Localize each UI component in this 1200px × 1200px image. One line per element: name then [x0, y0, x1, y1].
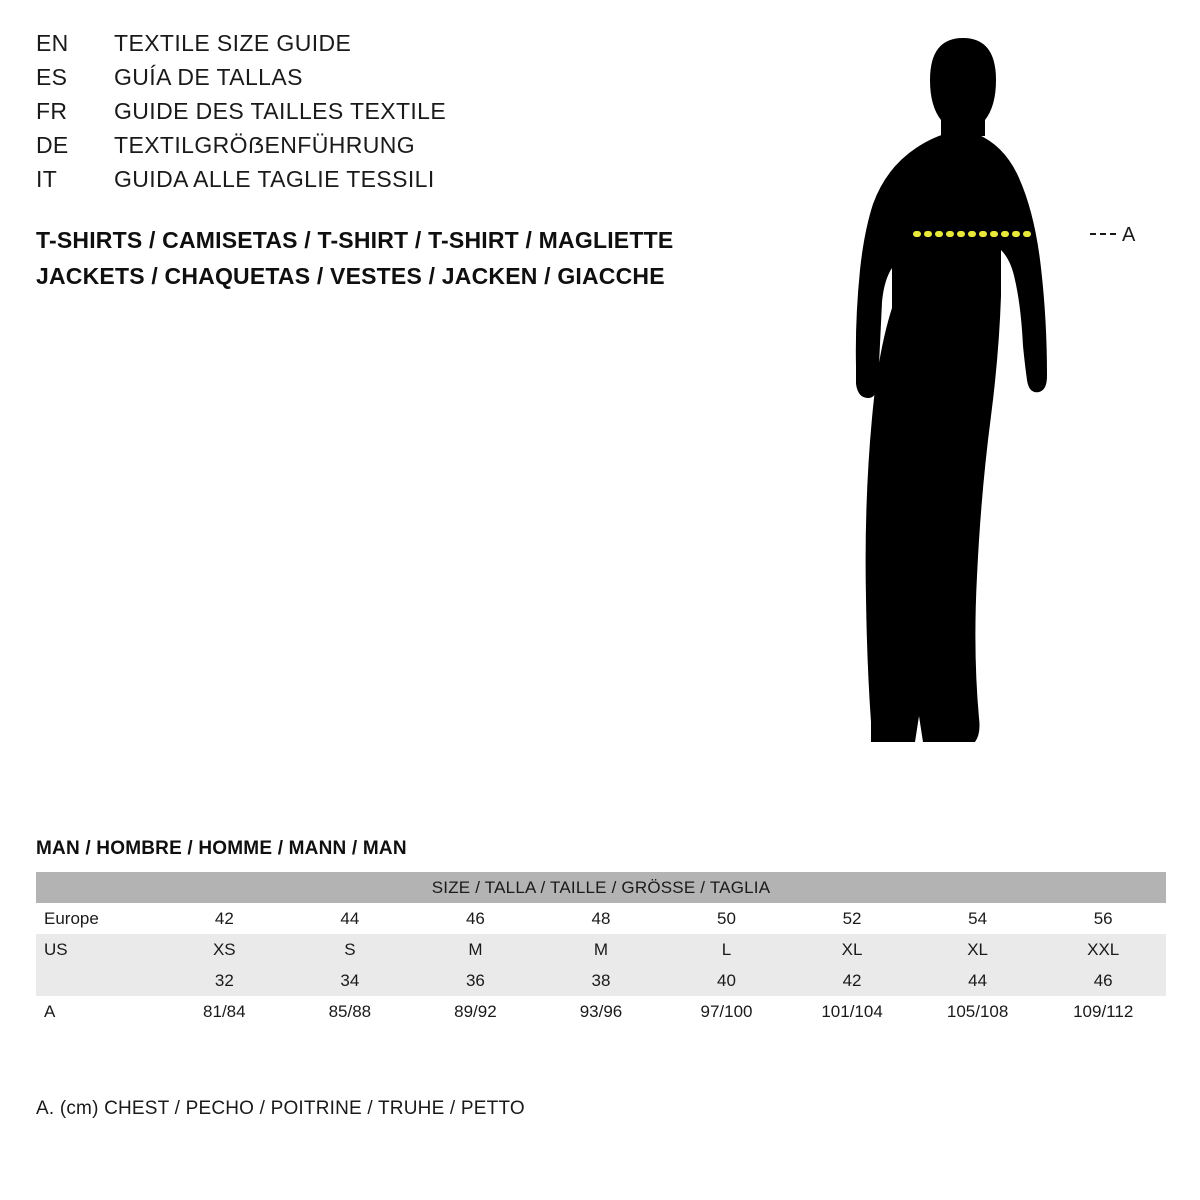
table-cell: 54 — [915, 903, 1041, 934]
table-cell: 38 — [538, 965, 664, 996]
measure-leader-line — [1090, 233, 1116, 235]
table-row — [36, 965, 1166, 996]
silhouette-body — [856, 126, 1047, 742]
row-label: US — [36, 934, 162, 965]
language-title: TEXTILE SIZE GUIDE — [114, 30, 352, 56]
language-title: GUÍA DE TALLAS — [114, 64, 303, 90]
row-label: A — [36, 996, 162, 1027]
table-cell: M — [413, 934, 539, 965]
table-cell: 52 — [789, 903, 915, 934]
table-cell: M — [538, 934, 664, 965]
table-cell: 50 — [664, 903, 790, 934]
language-code: IT — [36, 166, 58, 192]
language-code: EN — [36, 30, 69, 56]
silhouette-head — [930, 38, 996, 136]
table-cell: 97/100 — [664, 996, 790, 1027]
table-cell: 34 — [287, 965, 413, 996]
table-header-label: SIZE / TALLA / TAILLE / GRÖSSE / TAGLIA — [36, 872, 1166, 903]
garment-category: T-SHIRTS / CAMISETAS / T-SHIRT / T-SHIRT / MAGLIETTE — [36, 227, 674, 253]
table-cell: L — [664, 934, 790, 965]
table-cell: XS — [162, 934, 288, 965]
table-cell: XXL — [1040, 934, 1166, 965]
language-code: DE — [36, 132, 69, 158]
table-cell: 81/84 — [162, 996, 288, 1027]
table-cell: 101/104 — [789, 996, 915, 1027]
table-cell: 42 — [162, 903, 288, 934]
table-caption: MAN / HOMBRE / HOMME / MANN / MAN — [36, 838, 407, 859]
size-table-section — [36, 838, 1166, 1027]
table-header-band — [36, 872, 1166, 903]
language-code: ES — [36, 64, 68, 90]
table-cell: 44 — [915, 965, 1041, 996]
row-label: Europe — [36, 903, 162, 934]
table-cell: S — [287, 934, 413, 965]
table-cell: 93/96 — [538, 996, 664, 1027]
table-cell: 46 — [413, 903, 539, 934]
measurement-footnote: A. (cm) CHEST / PECHO / POITRINE / TRUHE / PETTO — [36, 1098, 525, 1119]
measure-label-a: A — [1122, 224, 1136, 246]
table-cell: XL — [915, 934, 1041, 965]
table-cell: 85/88 — [287, 996, 413, 1027]
table-cell: 48 — [538, 903, 664, 934]
table-cell: 109/112 — [1040, 996, 1166, 1027]
table-row — [36, 996, 1166, 1027]
garment-category-list — [36, 222, 756, 294]
language-row — [36, 30, 736, 64]
table-row — [36, 903, 1166, 934]
garment-category: JACKETS / CHAQUETAS / VESTES / JACKEN / GIACCHE — [36, 263, 665, 289]
size-table — [36, 872, 1166, 1027]
body-silhouette-figure — [830, 20, 1170, 790]
language-title: GUIDE DES TAILLES TEXTILE — [114, 98, 447, 124]
language-row — [36, 64, 736, 98]
language-row — [36, 132, 736, 166]
table-cell: 46 — [1040, 965, 1166, 996]
language-code: FR — [36, 98, 68, 124]
silhouette-svg — [830, 20, 1170, 790]
table-cell: 42 — [789, 965, 915, 996]
table-cell: 44 — [287, 903, 413, 934]
language-title-block — [36, 30, 736, 200]
table-cell: 36 — [413, 965, 539, 996]
language-row — [36, 166, 736, 200]
language-row — [36, 98, 736, 132]
table-cell: 105/108 — [915, 996, 1041, 1027]
language-title: TEXTILGRÖẞENFÜHRUNG — [114, 132, 416, 158]
table-cell: XL — [789, 934, 915, 965]
table-cell: 32 — [162, 965, 288, 996]
row-label — [36, 965, 162, 996]
table-row — [36, 934, 1166, 965]
table-cell: 40 — [664, 965, 790, 996]
language-title: GUIDA ALLE TAGLIE TESSILI — [114, 166, 435, 192]
table-cell: 89/92 — [413, 996, 539, 1027]
table-cell: 56 — [1040, 903, 1166, 934]
